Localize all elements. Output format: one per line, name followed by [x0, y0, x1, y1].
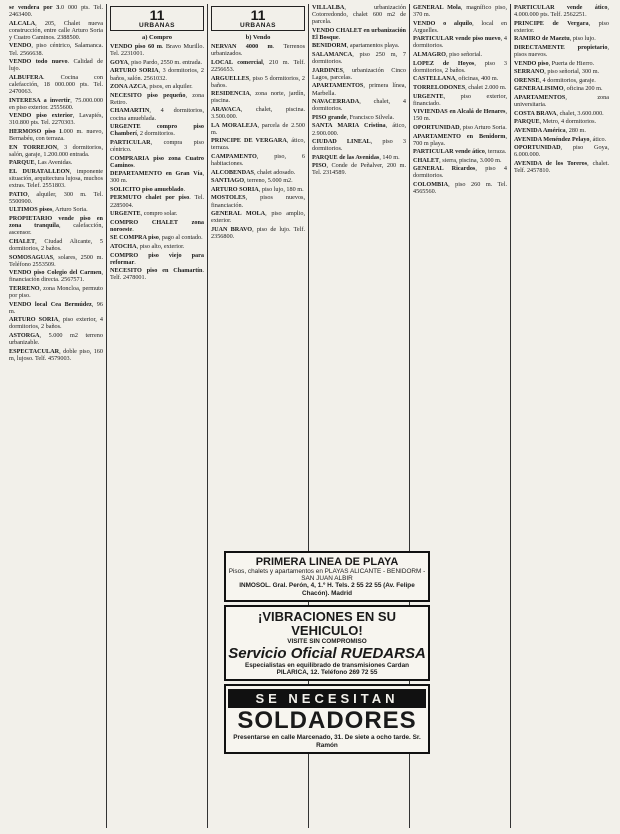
entry-keyword: TERRENO [9, 284, 40, 292]
classified-entry: COSTA BRAVA, chalet, 3.600.000. [514, 109, 604, 117]
entry-keyword: OPORTUNIDAD [514, 144, 561, 152]
entry-keyword: AVENIDA Menéndez Pelayo [514, 135, 590, 143]
entry-keyword: PARTICULAR vende ático [514, 4, 608, 11]
entry-keyword: VENDO piso exterior [9, 112, 73, 120]
classified-entry: VENDO piso, Puerta de Hierro. [514, 59, 595, 67]
classified-entry: EN TORREJON, 3 dormitorios, salón, garaje, 1.200.000 entrada. [9, 143, 103, 158]
classified-entry: LA MORALEJA, parcela de 2.500 m. [211, 121, 305, 136]
classified-entry: VENDO local Cea Bermúdez, 96 m. [9, 300, 103, 315]
classified-entry: GENERALISIMO, oficina 200 m. [514, 85, 603, 93]
section-number-2: 11 [250, 7, 266, 23]
entry-keyword: SERRANO [514, 68, 545, 76]
classified-entry: PARQUE, Metro, 4 dormitorios. [514, 118, 597, 126]
classified-entry: COMPRARIA piso zona Cuatro Caminos. [110, 154, 204, 169]
classified-entry: ESPECTACULAR, doble piso, 160 m, lujoso. Telf. 4579003. [9, 347, 103, 362]
classified-entry: SE COMPRA piso, pago al contado. [110, 234, 203, 242]
ad-playa-title: PRIMERA LINEA DE PLAYA [255, 556, 399, 568]
ad-vibraciones-sub: VISITE SIN COMPROMISO [287, 637, 367, 645]
entry-keyword: VENDO [9, 42, 32, 50]
entry-keyword: JARDINES [312, 66, 343, 74]
entry-keyword: GENERALISIMO [514, 85, 564, 93]
entry-keyword: SOMOSAGUAS [9, 253, 54, 261]
entry-keyword: CHALET [413, 156, 440, 164]
classified-entry: ULTIMOS pisos, Arturo Soria. [9, 206, 88, 214]
entry-keyword: OPORTUNIDAD [413, 123, 460, 131]
ad-playa-body: Pisos, chalets y apartamentos en PLAYAS ALICANTE - BENIDORM - SAN JUAN ALBIR [228, 568, 426, 583]
classified-entry: NAVACERRADA, chalet, 4 dormitorios. [312, 98, 406, 113]
entry-keyword: BENIDORM [312, 42, 347, 50]
entry-keyword: SOLICITO piso amueblado [110, 185, 184, 193]
entry-keyword: RESIDENCIA [211, 90, 250, 98]
classified-entry: VENDO piso exterior, Lavapiés, 310.800 pts. Tel. 2270303. [9, 112, 103, 127]
ads-block [224, 548, 430, 757]
classified-entry: GENERAL Mola, magnífico piso, 370 m. [413, 4, 507, 19]
classified-entry: PARTICULAR vende ático, terraza. [413, 148, 507, 156]
entry-keyword: ULTIMOS pisos [9, 206, 53, 214]
classified-entry: URGENTE, piso exterior, financiado. [413, 92, 507, 107]
section-heading [110, 6, 204, 31]
entry-keyword: GOYA [110, 58, 128, 66]
column-2-entries [110, 43, 204, 281]
classified-entry: NERVAN 4000 m. Terrenos urbanizados. [211, 43, 306, 58]
entry-keyword: PISO [312, 162, 327, 170]
classified-entry: VENDO CHALET en urbanización El Bosque. [312, 26, 406, 41]
classified-entry: VENDO o alquilo, local en Arguelles. [413, 19, 507, 34]
entry-keyword: EL DURATALLEON [9, 167, 70, 175]
classified-entry: PRINCIPE de Vergara, piso exterior. [514, 19, 609, 34]
classified-entry: ATOCHA, piso alto, exterior. [110, 243, 185, 251]
classified-entry: TERRENO, zona Moncloa, permuto por piso. [9, 284, 103, 299]
entry-keyword: SANTIAGO [211, 177, 245, 185]
entry-keyword: ALMAGRO [413, 51, 446, 59]
classified-entry: PERMUTO chalet por piso. Tel. 2285004. [110, 194, 204, 209]
classified-entry: COMPRO piso viejo para reformar. [110, 251, 204, 266]
classified-entry: SANTIAGO, terreno, 5.000 m2. [211, 177, 293, 185]
ad-soldadores-line2: SOLDADORES [237, 707, 417, 735]
classified-entry: ALCALA, 205, Chalet nueva construcción, entre calle Arturo Soria y Cuatro Caminos. 2388500. [9, 19, 103, 41]
entry-keyword: AVENIDA de los Toreros [514, 159, 588, 167]
classified-entry: ASTORGA, 5.000 m2 terreno urbanizable. [9, 331, 103, 347]
entry-keyword: VENDO piso Colegio del Carmen [9, 269, 102, 277]
entry-keyword: INTERESA a invertir [9, 96, 71, 104]
section-label-2: URBANAS [240, 22, 276, 29]
entry-keyword: VENDO local Cea Bermúdez [9, 300, 92, 308]
classified-entry: PISO grande, Francisco Silvela. [312, 113, 394, 121]
classified-entry: NECESITO piso pequeño, zona Retiro. [110, 91, 204, 106]
entry-keyword: HERMOSO piso 1 [9, 128, 63, 135]
entry-keyword: ZONA AZCA [110, 83, 147, 91]
classified-entry: ARGUELLES, piso 5 dormitorios, 2 baños. [211, 74, 305, 89]
classified-entry: JUAN BRAVO, piso de lujo. Telf. 2356800. [211, 225, 306, 240]
classified-entry: SOMOSAGUAS, solares, 2500 m. Teléfono 2553509. [9, 253, 103, 268]
classified-entry: SALAMANCA, piso 250 m, 7 dormitorios. [312, 51, 406, 66]
entry-keyword: ATOCHA [110, 243, 137, 251]
classified-entry: CIUDAD LINEAL, piso 3 dormitorios. [312, 138, 406, 153]
classified-entry: AVENIDA Menéndez Pelayo, ático. [514, 135, 607, 143]
classified-entry: PARTICULAR vende piso nuevo, 4 dormitorios. [413, 35, 508, 50]
entry-keyword: APARTAMENTOS [312, 82, 364, 90]
classified-entry: RAMIRO de Maeztu, piso lujo. [514, 35, 596, 43]
classified-entry: LOCAL comercial, 210 m. Telf. 2256653. [211, 58, 305, 73]
entry-keyword: ASTORGA [9, 331, 40, 339]
classified-entry: BENIDORM, apartamentos playa. [312, 42, 400, 50]
entry-keyword: PARTICULAR [110, 138, 151, 146]
classified-entry: PROPIETARIO vende piso en zona tranquila, calefacción, ascensor. [9, 215, 103, 237]
classified-entry: PARTICULAR, compra piso céntrico. [110, 138, 204, 153]
entry-keyword: CIUDAD LINEAL [312, 138, 371, 146]
ad-soldadores-body: Presentarse en calle Marcenado, 31. De siete a ocho tarde. Sr. Ramón [233, 734, 421, 749]
section-label: URBANAS [139, 22, 175, 29]
ad-vibraciones-contact: PILARICA, 12. Teléfono 269 72 55 [276, 669, 378, 677]
classified-entry: RESIDENCIA, zona norte, jardín, piscina. [211, 90, 305, 105]
entry-keyword: CASTELLANA [413, 75, 456, 83]
entry-keyword: PISO grande [312, 113, 347, 121]
column-6 [511, 4, 612, 828]
entry-keyword: LOCAL comercial [211, 58, 263, 66]
column-3-entries [211, 43, 305, 240]
classified-entry: URGENTE, compro solar. [110, 210, 178, 218]
classified-entry: ALMAGRO, piso señorial. [413, 51, 483, 59]
classified-entry: PARQUE de las Avenidas, 140 m. [312, 153, 400, 161]
entry-keyword: COMPRARIA piso zona Cuatro Caminos [110, 154, 204, 169]
entry-keyword: MOSTOLES [211, 194, 246, 202]
entry-keyword: PRINCIPE de Vergara [514, 19, 589, 27]
classified-entry: VENDO piso 60 m. Bravo Murillo. Tel. 2231001. [110, 43, 204, 58]
entry-keyword: se vendera por 3 [9, 4, 60, 11]
classified-entry: EL DURATALLEON, imponente situación, arquitectura lujosa, muchos extras. Telef. 2551803. [9, 167, 104, 190]
classified-entry: HERMOSO piso 1.000 m. nuevo, Bernabéu, con terraza. [9, 128, 103, 143]
classified-entry: SANTA MARIA Cristina, ático, 2.900.000. [312, 122, 407, 137]
entry-keyword: LA MORALEJA [211, 121, 258, 129]
entry-keyword: ARTURO SORIA [9, 316, 59, 324]
classified-entry: SERRANO, piso señorial, 300 m. [514, 68, 600, 76]
entry-keyword: CHALET [9, 237, 36, 245]
ad-playa-contact: INMOSOL. Gral. Perón, 4, 1.º H. Tels. 2 55 22 55 (Av. Felipe Chacón). Madrid [239, 582, 415, 597]
entry-keyword: JUAN BRAVO [211, 225, 253, 233]
column-1 [6, 4, 107, 828]
classified-entry: APARTAMENTOS, zona universitaria. [514, 94, 609, 109]
entry-keyword: GENERAL Mola [413, 4, 461, 11]
classified-entry: TORRELODONES, chalet 2.000 m. [413, 83, 507, 91]
entry-keyword: ARGUELLES [211, 74, 250, 82]
classified-entry: ORENSE, 4 dormitorios, garaje. [514, 76, 596, 84]
entry-keyword: GENERAL Ricardos [413, 165, 476, 173]
entry-keyword: URGENTE [110, 210, 141, 218]
classified-entry: CHAMARTIN, 4 dormitorios, cocina amueblada. [110, 107, 204, 122]
classified-entry: ARTURO SORIA, piso exterior, 4 dormitorios, 2 baños. [9, 316, 103, 331]
classified-entry: ARTURO SORIA, piso lujo, 180 m. [211, 185, 304, 193]
entry-keyword: NECESITO piso en Chamartín [110, 267, 203, 275]
ad-vibraciones-name: Servicio Oficial RUEDARSA [228, 645, 426, 663]
classified-entry: JARDINES, urbanización Cinco Lagos, parcelas. [312, 66, 406, 81]
entry-keyword: APARTAMENTO en Benidorm [413, 132, 506, 140]
ad-vibraciones [224, 605, 430, 682]
ad-soldadores-line1: SE NECESITAN [228, 689, 426, 708]
classified-entry: VILLALBA, urbanización Cotorredondo, chalet 600 m2 de parcela. [312, 4, 406, 26]
classified-entry: PISO, Conde de Peñalver, 200 m. Tel. 2314589. [312, 162, 406, 177]
entry-keyword: VIVIENDAS en Alcalá de Henares [413, 108, 506, 116]
classified-entry: OPORTUNIDAD, piso Goya, 6.000.000. [514, 144, 609, 159]
classified-entry: CHALET, Ciudad Alicante, 5 dormitorios, 2 baños. [9, 237, 103, 252]
entry-keyword: PARQUE [514, 118, 540, 126]
entry-keyword: VENDO piso [514, 59, 549, 67]
entry-keyword: ORENSE [514, 76, 540, 84]
entry-keyword: EN TORREJON [9, 143, 58, 151]
classified-entry: ALBUFERA. Cocina con calefacción, 18 000.000 pts. Tel. 2470063. [9, 73, 103, 96]
entry-keyword: APARTAMENTOS [514, 94, 566, 102]
classified-entry: APARTAMENTOS, primera línea, Marbella. [312, 82, 406, 97]
entry-keyword: VENDO CHALET en urbanización El Bosque [312, 26, 406, 41]
subsection-compro: a) Compro [141, 34, 173, 42]
classified-entry: INTERESA a invertir, 75.000.000 en piso exterior. 2555600. [9, 96, 103, 111]
classified-entry: DIRECTAMENTE propietario, pisos nuevos. [514, 43, 609, 59]
entry-keyword: ESPECTACULAR [9, 347, 60, 355]
ad-vibraciones-title: ¡VIBRACIONES EN SU VEHICULO! [258, 608, 396, 638]
entry-keyword: PARTICULAR vende piso nuevo [413, 35, 501, 43]
entry-keyword: COMPRO piso viejo para reformar [110, 251, 204, 266]
classified-entry: NECESITO piso en Chamartín. Telf. 2478001. [110, 267, 204, 282]
classified-entry: SOLICITO piso amueblado. [110, 185, 186, 193]
entry-keyword: ARTURO SORIA [211, 185, 259, 193]
classified-entry: ARTURO SORIA, 3 dormitorios, 2 baños, salón. 2561032. [110, 67, 204, 82]
entry-keyword: CHAMARTIN [110, 107, 150, 115]
classified-entry: PRINCIPE DE VERGARA, ático, terraza. [211, 137, 305, 152]
classified-entry: URGENTE compro piso Chamberí, 2 dormitorios. [110, 123, 204, 138]
classified-entry: OPORTUNIDAD, piso Arturo Soria. [413, 123, 507, 131]
entry-keyword: ALCOBENDAS [211, 168, 254, 176]
classified-entry: VIVIENDAS en Alcalá de Henares, 150 m. [413, 108, 507, 123]
entry-keyword: NERVAN 4000 m [211, 43, 273, 51]
entry-keyword: TORRELODONES [413, 83, 466, 91]
entry-keyword: PATIO [9, 190, 28, 198]
classified-entry: PARTICULAR vende ático, 4.000.000 pts. Telf. 2562251. [514, 4, 609, 19]
entry-keyword: COLOMBIA [413, 181, 449, 189]
entry-keyword: NECESITO piso pequeño [110, 91, 186, 99]
classified-entry: GENERAL MOLA, piso amplio, exterior. [211, 210, 305, 225]
classified-entry: AVENIDA América, 280 m. [514, 126, 586, 134]
classified-entry: GENERAL Ricardos, piso 4 dormitorios. [413, 165, 507, 180]
section-number: 11 [149, 7, 165, 23]
entry-keyword: COSTA BRAVA [514, 109, 557, 117]
entry-keyword: GENERAL MOLA [211, 210, 266, 218]
column-2 [107, 4, 208, 828]
ad-playa [224, 551, 430, 602]
classified-entry: LOPEZ de Hoyos, piso 3 dormitorios, 2 baños. [413, 59, 507, 74]
classified-entry: MOSTOLES, pisos nuevos, financiación. [211, 194, 305, 209]
entry-keyword: ALCALA [9, 19, 36, 27]
classified-entry: VENDO piso Colegio del Carmen, financiación directa. 2567571. [9, 269, 103, 284]
section-heading-2 [211, 6, 305, 31]
entry-keyword: ARTURO SORIA [110, 67, 159, 75]
subsection-vendo: b) Vendo [245, 34, 271, 42]
entry-keyword: CAMPAMENTO [211, 153, 257, 160]
ad-soldadores [224, 684, 430, 753]
entry-keyword: PARQUE [9, 159, 35, 167]
entry-keyword: LOPEZ de Hoyos [413, 59, 475, 67]
entry-keyword: ALBUFERA [9, 73, 44, 81]
entry-keyword: NAVACERRADA [312, 98, 360, 106]
ad-vibraciones-body: Especialistas en equilibrado de transmisiones Cardan [244, 662, 410, 670]
entry-keyword: SALAMANCA [312, 51, 353, 59]
classified-entry: AVENIDA de los Toreros, chalet. Telf. 2457810. [514, 159, 610, 174]
entry-keyword: COMPRO CHALET zona noroeste [110, 218, 204, 233]
classified-entry: CAMPAMENTO, piso, 6 habitaciones. [211, 153, 305, 168]
entry-keyword: URGENTE [413, 92, 444, 100]
entry-keyword: DIRECTAMENTE propietario [514, 43, 608, 51]
entry-keyword: VILLALBA [312, 4, 345, 11]
entry-keyword: PROPIETARIO vende piso en zona tranquila [9, 215, 103, 230]
classified-entry: DEPARTAMENTO en Gran Vía, 300 m. [110, 170, 204, 185]
entry-keyword: SE COMPRA piso [110, 234, 159, 242]
entry-keyword: DEPARTAMENTO en Gran Vía [110, 170, 203, 178]
entry-keyword: VENDO piso 60 m [110, 43, 162, 51]
entry-keyword: ARAVACA [211, 105, 241, 113]
entry-keyword: VENDO o alquilo [413, 19, 473, 27]
entry-keyword: PERMUTO chalet por piso [110, 194, 190, 202]
entry-keyword: URGENTE compro piso Chamberí [110, 123, 204, 138]
classified-entry: GOYA, piso Pardo, 2550 m. entrada. [110, 58, 203, 66]
classified-entry: CHALET, sierra, piscina, 3.000 m. [413, 156, 502, 164]
classified-entry: se vendera por 3.0 000 pts. Tel. 2463400. [9, 4, 103, 19]
classified-entry: VENDO todo nuevo. Calidad de lujo. [9, 58, 103, 73]
classified-entry: APARTAMENTO en Benidorm, 700 m playa. [413, 132, 507, 147]
classified-entry: PATIO, alquiler, 300 m. Tel. 5500900. [9, 190, 103, 205]
classified-entry: ARAVACA, chalet, piscina. 3.500.000. [211, 105, 305, 121]
classified-entry: COMPRO CHALET zona noroeste. [110, 218, 204, 233]
classified-entry: CASTELLANA, oficinas, 400 m. [413, 75, 499, 83]
classified-entry: COLOMBIA, piso 260 m. Tel. 4565560. [413, 181, 507, 196]
classified-entry: ZONA AZCA, pisos, en alquiler. [110, 83, 193, 91]
entry-keyword: PRINCIPE DE VERGARA [211, 137, 287, 145]
classified-entry: VENDO, piso céntrico, Salamanca. Tel. 2566638. [9, 42, 103, 57]
entry-keyword: PARTICULAR vende ático [413, 148, 485, 156]
entry-keyword: RAMIRO de Maeztu [514, 35, 570, 43]
classified-entry: PARQUE, Las Avenidas. [9, 159, 73, 167]
classified-entry: ALCOBENDAS, chalet adosado. [211, 168, 296, 176]
entry-keyword: SANTA MARIA Cristina [312, 122, 386, 130]
entry-keyword: AVENIDA América [514, 126, 566, 134]
entry-keyword: PARQUE de las Avenidas [312, 153, 380, 161]
entry-keyword: VENDO todo nuevo [9, 58, 68, 66]
